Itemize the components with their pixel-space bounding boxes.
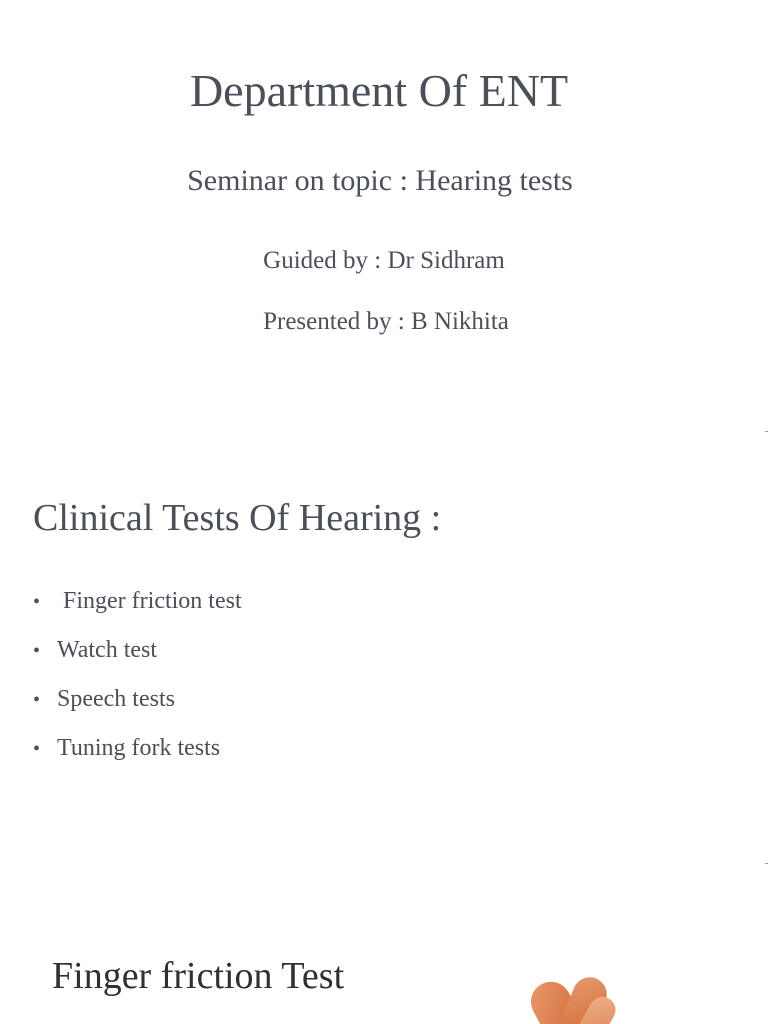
- slide-finger-friction: [0, 864, 768, 1024]
- list-item-text: Speech tests: [57, 686, 175, 712]
- bullet-icon: •: [33, 689, 41, 711]
- list-item-text: Tuning fork tests: [57, 735, 221, 761]
- list-item-text: Watch test: [57, 637, 158, 663]
- tests-list: [33, 588, 242, 784]
- slide-1-subtitle: Seminar on topic : Hearing tests: [187, 164, 573, 197]
- slide-3-title: Finger friction Test: [52, 955, 345, 997]
- bullet-icon: •: [33, 640, 41, 662]
- list-item: [33, 588, 242, 637]
- slide-title: [0, 0, 768, 432]
- guided-by-text: Guided by : Dr Sidhram: [263, 247, 505, 274]
- slide-2-title: Clinical Tests Of Hearing :: [33, 497, 442, 539]
- list-item: [33, 735, 242, 784]
- bullet-icon: •: [33, 738, 41, 760]
- list-item-text: Finger friction test: [57, 588, 242, 614]
- slide-1-title: Department Of ENT: [189, 65, 569, 116]
- list-item: [33, 686, 242, 735]
- list-item: [33, 637, 242, 686]
- finger-friction-photo: [524, 976, 700, 1024]
- bullet-icon: •: [33, 591, 41, 613]
- slide-clinical-tests: [0, 432, 768, 864]
- presented-by-text: Presented by : B Nikhita: [263, 308, 509, 335]
